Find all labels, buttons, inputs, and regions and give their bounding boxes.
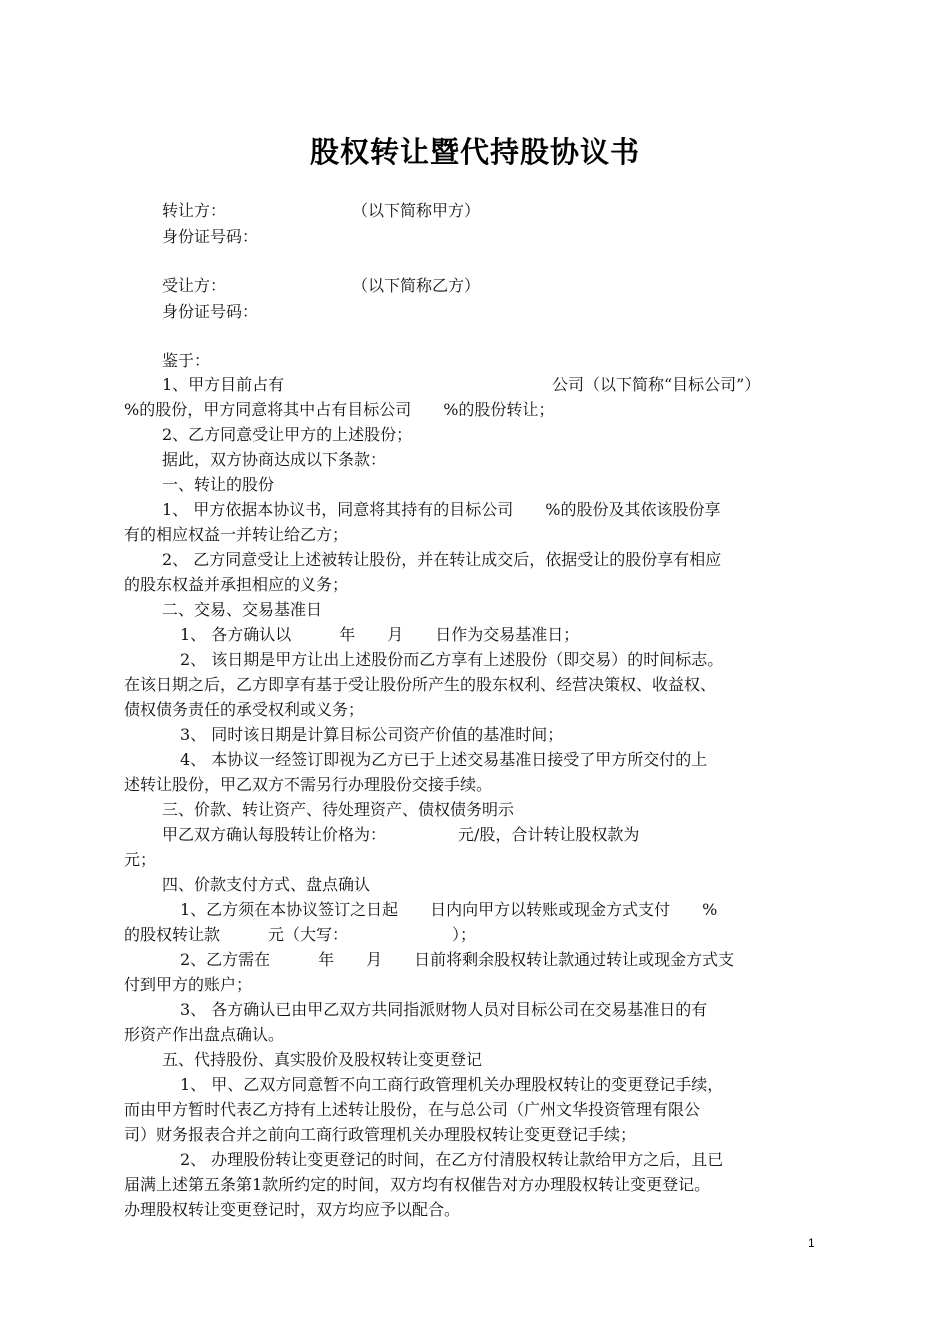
whereas-1-end: %的股份，甲方同意将其中占有目标公司 %的股份转让； <box>124 400 555 419</box>
section-5-item-2-a: 2、 办理股份转让变更登记的时间，在乙方付清股权转让款给甲方之后，且已 <box>180 1150 724 1169</box>
section-5-item-2-c: 办理股权转让变更登记时，双方均应予以配合。 <box>124 1200 461 1219</box>
section-2-item-3: 3、 同时该日期是计算目标公司资产价值的基准时间； <box>180 725 564 744</box>
whereas-1-company: 公司（以下简称“目标公司”） <box>552 375 761 394</box>
section-1-heading: 一、转让的股份 <box>162 475 275 494</box>
section-4-item-3-a: 3、 各方确认已由甲乙双方共同指派财物人员对目标公司在交易基准日的有 <box>180 1000 708 1019</box>
section-4-item-2-b: 付到甲方的账户； <box>124 975 253 994</box>
section-2-item-4-b: 述转让股份，甲乙双方不需另行办理股份交接手续。 <box>124 775 493 794</box>
section-2-heading: 二、交易、交易基准日 <box>162 600 323 619</box>
section-5-item-2-b: 届满上述第五条第1款所约定的时间，双方均有权催告对方办理股权转让变更登记。 <box>124 1175 711 1194</box>
section-4-item-3-b: 形资产作出盘点确认。 <box>124 1025 285 1044</box>
section-2-item-1: 1、 各方确认以 年 月 日作为交易基准日； <box>180 625 580 644</box>
hence-clause: 据此，双方协商达成以下条款： <box>162 450 387 469</box>
section-4-item-1-b: 的股权转让款 元（大写： ）； <box>124 925 477 944</box>
section-5-item-1-c: 司）财务报表合并之前向工商行政管理机关办理股权转让变更登记手续； <box>124 1125 637 1144</box>
section-3-item-b: 元； <box>124 850 157 869</box>
section-1-item-1-a: 1、 甲方依据本协议书，同意将其持有的目标公司 %的股份及其依该股份享 <box>162 500 721 519</box>
section-5-item-1-a: 1、 甲、乙双方同意暂不向工商行政管理机关办理股权转让的变更登记手续， <box>180 1075 724 1094</box>
section-4-heading: 四、价款支付方式、盘点确认 <box>162 875 371 894</box>
whereas-1-start: 1、甲方目前占有 <box>162 375 285 394</box>
transferor-note: （以下简称甲方） <box>352 201 481 220</box>
transferee-id-label: 身份证号码： <box>162 302 259 321</box>
whereas-heading: 鉴于： <box>162 351 211 370</box>
section-5-item-1-b: 而由甲方暂时代表乙方持有上述转让股份，在与总公司（广州文华投资管理有限公 <box>124 1100 701 1119</box>
document-title: 股权转让暨代持股协议书 <box>309 135 640 169</box>
section-4-item-1-a: 1、乙方须在本协议签订之日起 日内向甲方以转账或现金方式支付 % <box>180 900 718 919</box>
section-1-item-2-b: 的股东权益并承担相应的义务； <box>124 575 349 594</box>
section-3-heading: 三、价款、转让资产、待处理资产、债权债务明示 <box>162 800 515 819</box>
transferee-label: 受让方： <box>162 276 227 295</box>
section-5-heading: 五、代持股份、真实股价及股权转让变更登记 <box>162 1050 483 1069</box>
transferor-label: 转让方： <box>162 201 227 220</box>
section-2-item-2-c: 债权债务责任的承受权利或义务； <box>124 700 365 719</box>
section-2-item-2-a: 2、 该日期是甲方让出上述股份而乙方享有上述股份（即交易）的时间标志。 <box>180 650 724 669</box>
transferee-note: （以下简称乙方） <box>352 276 481 295</box>
transferor-id-label: 身份证号码： <box>162 227 259 246</box>
section-1-item-1-b: 有的相应权益一并转让给乙方； <box>124 525 349 544</box>
page-number: 1 <box>808 1236 815 1250</box>
section-2-item-2-b: 在该日期之后，乙方即享有基于受让股份所产生的股东权利、经营决策权、收益权、 <box>124 675 717 694</box>
section-3-item-a: 甲乙双方确认每股转让价格为： 元/股，合计转让股权款为 <box>162 825 640 844</box>
section-2-item-4-a: 4、 本协议一经签订即视为乙方已于上述交易基准日接受了甲方所交付的上 <box>180 750 708 769</box>
section-1-item-2-a: 2、 乙方同意受让上述被转让股份，并在转让成交后，依据受让的股份享有相应 <box>162 550 722 569</box>
section-4-item-2-a: 2、乙方需在 年 月 日前将剩余股权转让款通过转让或现金方式支 <box>180 950 735 969</box>
whereas-2: 2、乙方同意受让甲方的上述股份； <box>162 425 413 444</box>
